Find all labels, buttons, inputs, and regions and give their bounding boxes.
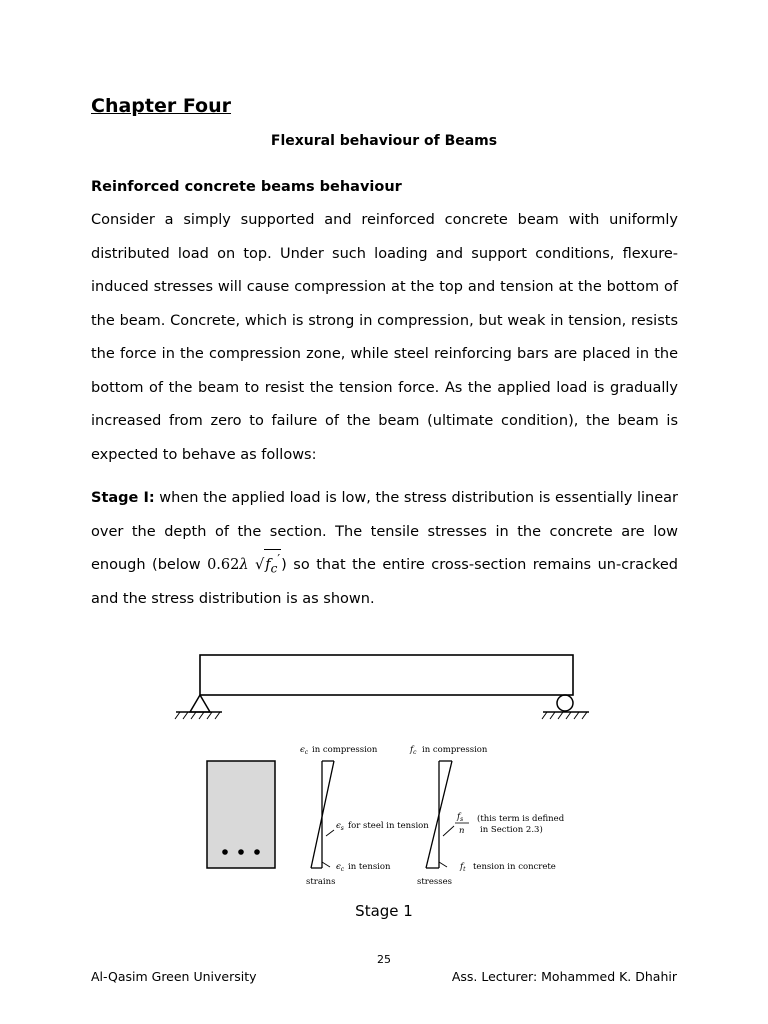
stress-top-label: in compression: [422, 745, 488, 755]
beam-outline: [200, 655, 573, 695]
strain-bottom-symbol: $\epsilon_c$: [336, 862, 345, 873]
strain-bottom-label: in tension: [348, 862, 391, 872]
stage-one-text-b: ) so that the entire cross-section remains un-cracked and the stress distribution is as shown.: [91, 557, 678, 607]
subheading: Reinforced concrete beams behaviour: [91, 179, 402, 195]
strain-diagram: [300, 745, 429, 887]
beam-diagram: [175, 655, 589, 719]
stress-bottom-label: tension in concrete: [473, 862, 556, 872]
stress-note-1: (this term is defined: [477, 814, 565, 824]
roller-support: [542, 695, 589, 719]
tensile-limit-formula: 0.62λ $√f_c'$: [207, 557, 281, 573]
chapter-heading: Chapter Four: [91, 95, 232, 117]
stress-fraction: [455, 812, 469, 836]
footer-university: Al-Qasim Green University: [91, 969, 257, 984]
strain-top-symbol: $\epsilon_c$: [300, 745, 309, 756]
figure-caption: Stage 1: [355, 902, 413, 920]
rebar: [238, 849, 244, 855]
strain-top-label: in compression: [312, 745, 378, 755]
stress-caption: stresses: [417, 877, 452, 887]
strain-steel-symbol: $\epsilon_s$: [336, 821, 344, 832]
stress-note-2: in Section 2.3): [480, 825, 543, 835]
strain-caption: strains: [306, 877, 336, 887]
stage-one-text-a: when the applied load is low, the stress distribution is essentially linear over the depth of the section. The tensile stresses in the concrete are low enough (below: [91, 490, 679, 573]
stress-top-symbol: $f_c$: [410, 745, 417, 756]
page-number: 25: [377, 953, 391, 966]
stress-bottom-symbol: $f_t$: [460, 862, 466, 873]
svg-text:n: n: [459, 826, 465, 836]
pin-support: [175, 695, 222, 719]
intro-paragraph: Consider a simply supported and reinforced concrete beam with uniformly distributed load on top. Under such loading and support conditions, flexure-induced stresses will cause compression at the top and tension at the bottom of the beam. Concrete, which is strong in compression, but weak in tension, resists the force in the compression zone, while steel reinforcing bars are placed in the bottom of the beam to resist the tension force. As the applied load is gradually increased from zero to failure of the beam (ultimate condition), the beam is expected to behave as follows:: [91, 212, 678, 463]
rebar: [254, 849, 260, 855]
svg-text:fs: $f_s$: [457, 812, 464, 823]
strain-steel-label: for steel in tension: [348, 821, 429, 831]
stage-one-label: Stage I:: [91, 490, 155, 506]
section-title: Flexural behaviour of Beams: [270, 133, 498, 149]
stress-diagram: [409, 745, 565, 887]
footer-author: Ass. Lecturer: Mohammed K. Dhahir: [451, 969, 677, 984]
rebar: [222, 849, 228, 855]
cross-section: [207, 761, 275, 868]
